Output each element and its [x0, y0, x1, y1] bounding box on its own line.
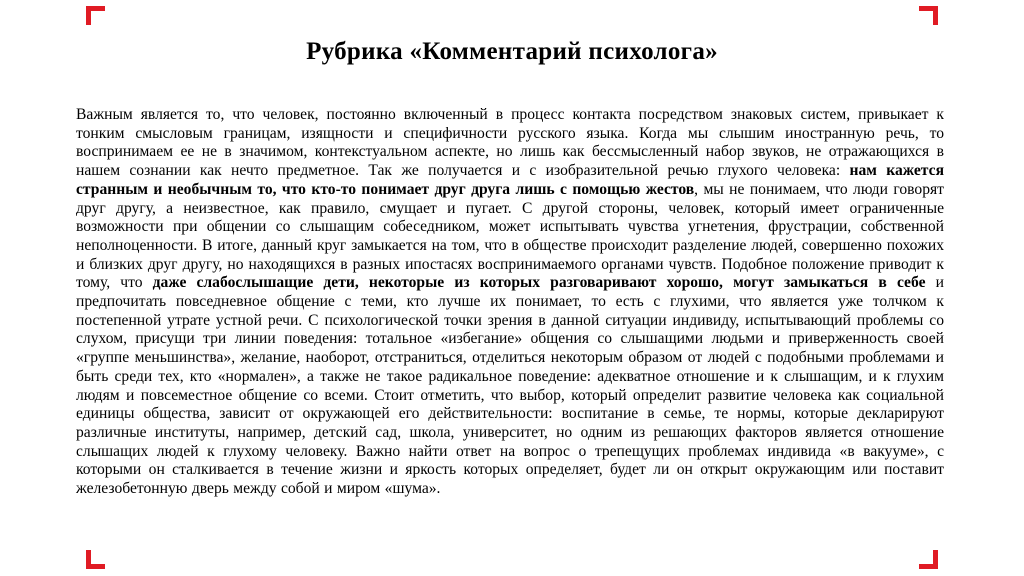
corner-mark-bottom-right-icon [919, 550, 938, 569]
corner-mark-top-left-icon [86, 6, 105, 25]
corner-mark-top-right-icon [919, 6, 938, 25]
corner-mark-bottom-left-icon [86, 550, 105, 569]
body-text: Важным является то, что человек, постоянно включенный в процесс контакта посредством знаковых систем, привыкает к тонким смысловым границам, изящности и специфичности русского языка. Когда мы слышим иностранную речь, то воспринимаем ее не в значимом, контекстуальном аспекте, но лишь как бессмысленный набор звуков, не отражающихся в нашем сознании как нечто предметное. Так же получается и с изобразительной речью глухого человека: нам кажется странным и необычным то, что кто-то понимает друг друга лишь с помощью жестов, мы не понимаем, что люди говорят друг другу, а неизвестное, как правило, смущает и пугает. С другой стороны, человек, который имеет ограниченные возможности при общении со слышащим собеседником, может испытывать чувства угнетения, фрустрации, собственной неполноценности. В итоге, данный круг замыкается на том, что в обществе происходит разделение людей, совершенно похожих и близких друг другу, но находящихся в разных ипостасях воспринимаемого органами чувств. Подобное положение приводит к тому, что даже слабослышащие дети, некоторые из которых разговаривают хорошо, могут замыкаться в себе и предпочитать повседневное общение с теми, кто лучше их понимает, то есть с глухими, что является уже толчком к постепенной утрате устной речи. С психологической точки зрения в данной ситуации индивиду, испытывающий проблемы со слухом, присущи три линии поведения: тотальное «избегание» общения со слышащими людьми и приверженность своей «группе меньшинства», желание, наоборот, отстраниться, отделиться некоторым образом от людей с подобными проблемами и быть среди тех, кто «нормален», а также не такое радикальное поведение: адекватное отношение и к слышащим, и к глухим людям и повсеместное общение со всеми. Стоит отметить, что выбор, который определит развитие человека как социальной единицы общества, зависит от окружающей его действительности: воспитание в семье, те нормы, которые декларируют различные институты, например, детский сад, школа, университет, но одним из решающих факторов является отношение слышащих людей к глухому человеку. Важно найти ответ на вопрос о трепещущих проблемах индивида «в вакууме», с которыми он сталкивается в течение жизни и яркость которых определяет, будет ли он открыт окружающим или поставит железобетонную дверь между собой и миром «шума». [76, 106, 945, 498]
slide-title: Рубрика «Комментарий психолога» [306, 38, 718, 65]
